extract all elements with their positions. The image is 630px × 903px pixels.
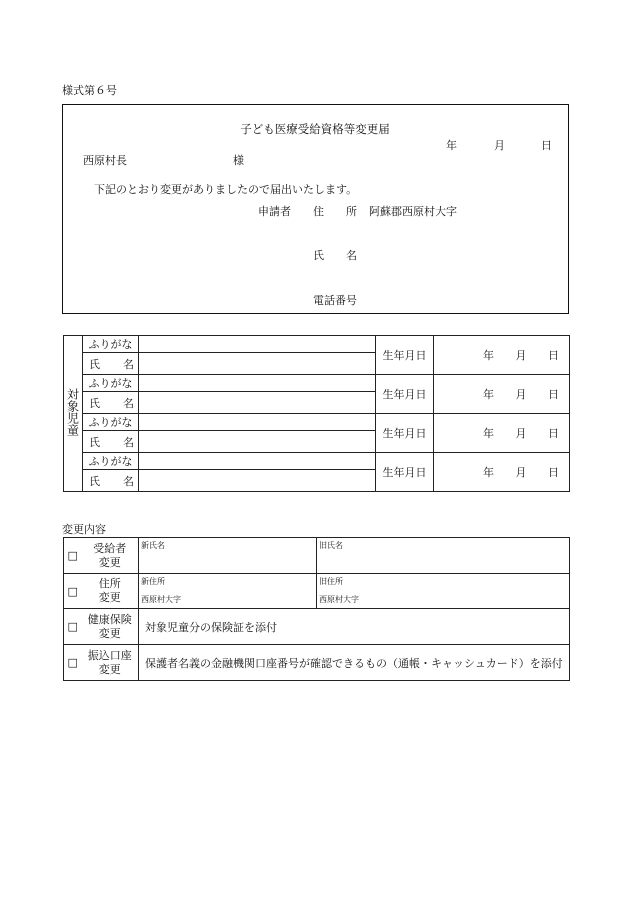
furigana-field[interactable] (139, 336, 376, 353)
checkbox-address-change[interactable]: □ (64, 574, 82, 609)
birthdate-field[interactable] (434, 336, 570, 375)
change-type-label: 受給者 変更 (82, 538, 139, 574)
date-month-label: 月 (494, 139, 505, 152)
furigana-label: ふりがな (83, 414, 139, 431)
old-address-value: 西原村大字 (319, 595, 359, 604)
birth-month-label: 月 (515, 349, 527, 362)
new-address-field[interactable] (139, 574, 317, 609)
child-name-field[interactable] (139, 353, 376, 375)
applicant-address-value[interactable]: 阿蘇郡西原村大字 (369, 205, 457, 218)
old-name-label: 旧氏名 (319, 541, 343, 550)
birthdate-field[interactable] (434, 375, 570, 414)
phone-label: 電話番号 (313, 294, 357, 307)
birthdate-label: 生年月日 (376, 375, 434, 414)
new-address-label: 新住所 (141, 577, 165, 586)
new-name-field[interactable] (139, 538, 317, 574)
name-label-cell: 氏 名 (83, 431, 139, 453)
birth-day-label: 日 (548, 349, 559, 362)
change-type-label: 住所 変更 (82, 574, 139, 609)
name-label-char-1: 氏 (313, 249, 324, 262)
applicant-label: 申請者 (258, 205, 291, 218)
furigana-field[interactable] (139, 375, 376, 392)
change-type-label: 健康保険 変更 (82, 609, 139, 645)
birthdate-field[interactable] (434, 414, 570, 453)
furigana-label: ふりがな (83, 375, 139, 392)
checkbox-insurance-change[interactable]: □ (64, 609, 82, 645)
addressee-honorific: 様 (233, 154, 244, 167)
furigana-label: ふりがな (83, 453, 139, 470)
name-label-char-2: 名 (346, 249, 357, 262)
old-address-label: 旧住所 (319, 577, 343, 586)
insurance-note: 対象児童分の保険証を添付 (139, 609, 570, 645)
child-name-field[interactable] (139, 431, 376, 453)
birthdate-label: 生年月日 (376, 336, 434, 375)
birth-month-label: 月 (515, 388, 527, 401)
statement-text: 下記のとおり変更がありましたので届出いたします。 (94, 183, 358, 196)
birthdate-label: 生年月日 (376, 453, 434, 492)
birth-month-label: 月 (515, 427, 527, 440)
name-label-cell: 氏 名 (83, 392, 139, 414)
new-address-value: 西原村大字 (141, 595, 181, 604)
address-label-char-1: 住 (313, 205, 324, 218)
birth-year-label: 年 (483, 427, 494, 440)
old-name-field[interactable] (317, 538, 570, 574)
birthdate-field[interactable] (434, 453, 570, 492)
change-details-heading: 変更内容 (62, 523, 106, 536)
furigana-label: ふりがな (83, 336, 139, 353)
birth-year-label: 年 (483, 349, 494, 362)
checkbox-bank-account-change[interactable]: □ (64, 645, 82, 681)
form-title: 子ども医療受給資格等変更届 (240, 122, 390, 136)
name-label-cell: 氏 名 (83, 470, 139, 492)
child-name-field[interactable] (139, 392, 376, 414)
birth-month-label: 月 (515, 466, 527, 479)
date-day-label: 日 (541, 139, 552, 152)
furigana-field[interactable] (139, 414, 376, 431)
name-label-cell: 氏 名 (83, 353, 139, 375)
children-side-label: 対象児童 (64, 336, 83, 492)
child-name-field[interactable] (139, 470, 376, 492)
birth-day-label: 日 (548, 427, 559, 440)
birth-year-label: 年 (483, 388, 494, 401)
change-details-table (63, 537, 570, 681)
bank-account-note: 保護者名義の金融機関口座番号が確認できるもの（通帳・キャッシュカード）を添付 (139, 645, 570, 681)
form-number: 様式第６号 (62, 84, 117, 97)
furigana-field[interactable] (139, 453, 376, 470)
checkbox-name-change[interactable]: □ (64, 538, 82, 574)
birth-day-label: 日 (548, 466, 559, 479)
birth-day-label: 日 (548, 388, 559, 401)
children-table (63, 335, 570, 492)
birthdate-label: 生年月日 (376, 414, 434, 453)
date-year-label: 年 (446, 139, 457, 152)
new-name-label: 新氏名 (141, 541, 165, 550)
old-address-field[interactable] (317, 574, 570, 609)
addressee: 西原村長 (83, 154, 127, 167)
change-type-label: 振込口座 変更 (82, 645, 139, 681)
birth-year-label: 年 (483, 466, 494, 479)
address-label-char-2: 所 (346, 205, 357, 218)
